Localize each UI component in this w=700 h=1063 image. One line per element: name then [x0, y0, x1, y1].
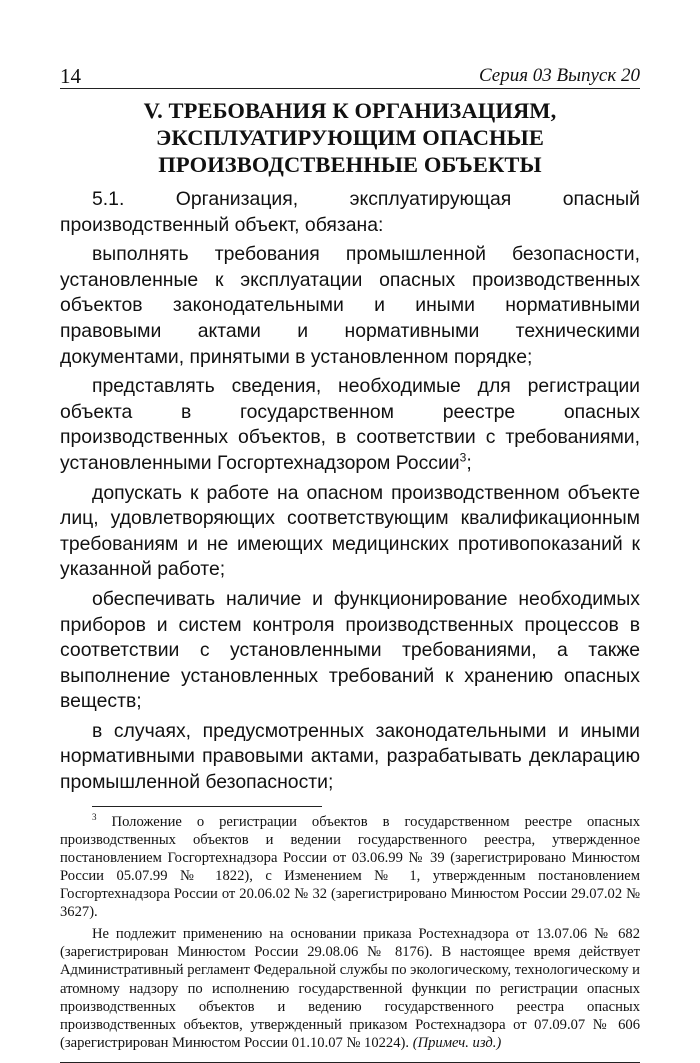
- document-page: [60, 62, 640, 1063]
- paragraph-admission: допускать к работе на опасном производственном объекте лиц, удовлетворяющих соответствующим квалификационным требованиям и не имеющих медицинских противопоказаний к указанной работе;: [60, 481, 640, 581]
- editor-note-signature: (Примеч. изд.): [412, 1034, 502, 1051]
- paragraph-5-1: 5.1. Организация, эксплуатирующая опасный производственный объект, обязана:: [60, 188, 640, 236]
- paragraph-registration-text: представлять сведения, необходимые для регистрации объекта в государственном реестре опасных производственных объектов, в соответствии с требованиями, установленными Госгортехнадзором России: [60, 375, 640, 474]
- editor-note-text: Не подлежит применению на основании приказа Ростехнадзора от 13.07.06 № 682 (зарегистрирован Минюстом России 29.08.06 № 8176). В настоящее время действует Административный регламент Федеральной службы по экологическому, технологическому и атомному надзору по исполнению государственной функции по регистрации опасных производственных объектов и ведению государственного реестра опасных производственных объектов, утвержденный приказом Ростехнадзора от 07.09.07 № 606 (зарегистрирован Минюстом России 01.10.07 № 10224).: [60, 926, 640, 1051]
- editor-note: [60, 925, 640, 1052]
- series-label: Серия 03 Выпуск 20: [478, 65, 640, 86]
- footnote-mark: 3: [92, 811, 97, 822]
- paragraph-requirements: выполнять требования промышленной безопасности, установленные к эксплуатации опасных производственных объектов законодательными и иными нормативными правовыми актами и нормативными техническими документами, принятыми в установленном порядке;: [60, 243, 640, 368]
- body-text: [60, 187, 640, 796]
- paragraph-registration: [60, 374, 640, 476]
- paragraph-declaration: в случаях, предусмотренных законодательными и иными нормативными правовыми актами, разрабатывать декларацию промышленной безопасности;: [60, 719, 640, 794]
- footnotes: [60, 813, 640, 1052]
- running-header: [60, 62, 640, 89]
- paragraph-registration-end: ;: [466, 451, 472, 474]
- footnote-3: [60, 813, 640, 922]
- footnote-reference: 3: [459, 450, 467, 465]
- footnote-separator: [92, 806, 322, 807]
- footnote-3-text: Положение о регистрации объектов в государственном реестре опасных производственных объектов и ведении государственного реестра, утвержденное постановлением Госгортехнадзора России от 03.06.99 № 39 (зарегистрировано Минюстом России 05.07.99 № 1822), с Изменением № 1, утвержденным постановлением Госгортехнадзора России от 20.06.02 № 32 (зарегистрировано Минюстом России 29.07.02 № 3627).: [60, 813, 640, 921]
- page-number: 14: [60, 64, 81, 88]
- section-title: V. ТРЕБОВАНИЯ К ОРГАНИЗАЦИЯМ, ЭКСПЛУАТИРУЮЩИМ ОПАСНЫЕ ПРОИЗВОДСТВЕННЫЕ ОБЪЕКТЫ: [143, 98, 557, 177]
- paragraph-instruments: обеспечивать наличие и функционирование необходимых приборов и систем контроля производственных процессов в соответствии с установленными требованиями, а также выполнение установленных требований к хранению опасных веществ;: [60, 587, 640, 713]
